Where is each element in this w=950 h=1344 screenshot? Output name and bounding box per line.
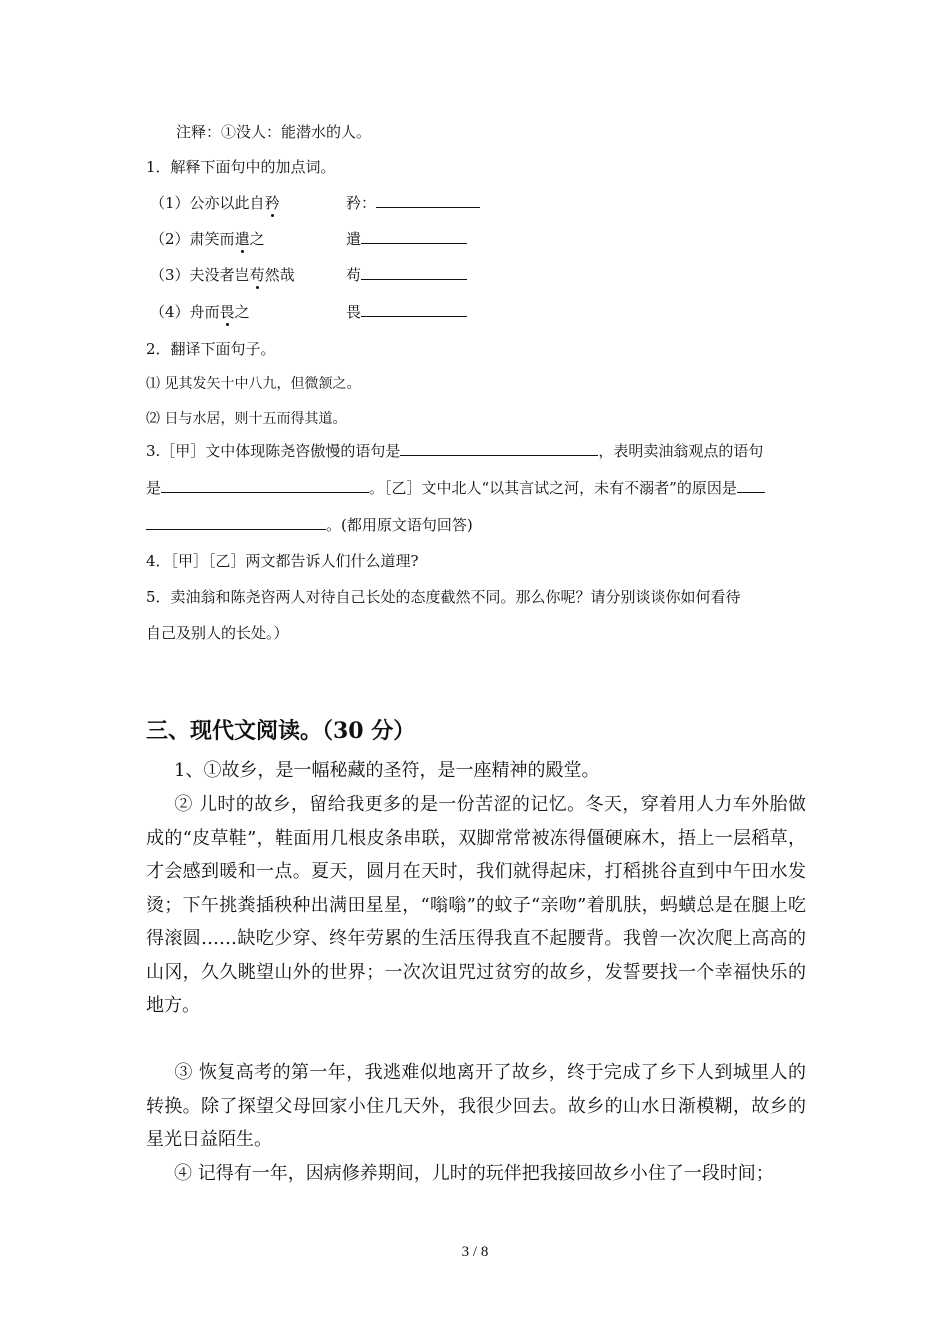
- passage-paragraph-1: [146, 754, 806, 788]
- question-2-sentence-1: ⑴ 见其发矢十中八九，但微颔之。: [146, 376, 361, 392]
- dotted-word: 遣: [234, 230, 250, 248]
- answer-blank[interactable]: [361, 265, 467, 280]
- answer-blank[interactable]: [376, 193, 480, 208]
- passage-paragraph-3: [146, 1056, 806, 1157]
- answer-blank[interactable]: [146, 515, 326, 530]
- item-text: 舟而: [189, 303, 220, 321]
- answer-label: 遣: [346, 230, 362, 248]
- question-1-title: 1．解释下面句中的加点词。: [146, 158, 336, 176]
- paragraph-text: 1、①故乡，是一幅秘藏的圣符，是一座精神的殿堂。: [174, 760, 600, 781]
- answer-label: 畏: [346, 303, 362, 321]
- annotation-note: 注释：①没人：能潜水的人。: [176, 123, 372, 141]
- answer-blank[interactable]: [361, 302, 467, 317]
- item-number: （1）: [150, 194, 190, 212]
- question-3-text: 。［乙］文中北人“以其言试之河，未有不溺者”的原因是: [369, 479, 737, 497]
- item-text: 之: [234, 303, 250, 321]
- item-text: 公亦以此自: [189, 194, 265, 212]
- paragraph-text: ④ 记得有一年，因病修养期间，儿时的玩伴把我接回故乡小住了一段时间；: [174, 1163, 774, 1184]
- question-5-line-1: 5．卖油翁和陈尧咨两人对待自己长处的态度截然不同。那么你呢？请分别谈谈你如何看待: [146, 588, 741, 606]
- item-text: 肃笑而: [189, 230, 235, 248]
- question-3-line-3: [146, 515, 473, 535]
- dotted-word: 畏: [219, 303, 235, 321]
- question-3-text: 。(都用原文语句回答): [326, 516, 473, 534]
- answer-field: [346, 265, 467, 285]
- page-number: 3 / 8: [461, 1244, 489, 1260]
- item-number: （3）: [150, 266, 190, 284]
- question-3-line-1: [146, 441, 763, 461]
- item-number: （2）: [150, 230, 190, 248]
- paragraph-text: ② 儿时的故乡，留给我更多的是一份苦涩的记忆。冬天，穿着用人力车外胎做成的“皮草鞋”，鞋面用几根皮条串联，双脚常常被冻得僵硬麻木，捂上一层稻草，才会感到暖和一点。夏天，圆月在天时，我们就得起床，打稻挑谷直到中午田水发烫；下午挑粪插秧种出满田星星，“嗡嗡”的蚊子“亲吻”着肌肤，蚂蟥总是在腿上吃得滚圆……缺吃少穿、终年劳累的生活压得我直不起腰背。我曾一次次爬上高高的山冈，久久眺望山外的世界；一次次诅咒过贫穷的故乡，发誓要找一个幸福快乐的地方。: [146, 794, 806, 1016]
- question-1-item: [150, 229, 265, 249]
- dotted-word: 苟: [249, 266, 265, 284]
- answer-field: [346, 193, 480, 213]
- passage-paragraph-4: [146, 1157, 806, 1191]
- answer-blank[interactable]: [161, 478, 369, 493]
- question-3-text: ，表明卖油翁观点的语句: [598, 442, 764, 460]
- answer-field: [346, 229, 467, 249]
- question-2-sentence-2: ⑵ 日与水居，则十五而得其道。: [146, 411, 347, 427]
- passage-paragraph-2: [146, 788, 806, 1023]
- answer-field: [346, 302, 467, 322]
- answer-blank[interactable]: [400, 441, 598, 456]
- item-text: 然哉: [264, 266, 295, 284]
- question-1-item: [150, 265, 295, 285]
- question-5-line-2: 自己及别人的长处。）: [146, 624, 289, 642]
- answer-blank[interactable]: [361, 229, 467, 244]
- question-1-item: [150, 193, 280, 213]
- question-3-text: 3.［甲］文中体现陈尧咨傲慢的语句是: [146, 442, 401, 460]
- section-3-heading: 三、现代文阅读。（30 分）: [146, 718, 416, 744]
- question-3-line-2: [146, 478, 765, 498]
- item-text: 夫没者岂: [189, 266, 250, 284]
- paragraph-text: ③ 恢复高考的第一年，我逃难似地离开了故乡，终于完成了乡下人到城里人的转换。除了探望父母回家小住几天外，我很少回去。故乡的山水日渐模糊，故乡的星光日益陌生。: [146, 1062, 806, 1150]
- item-text: 之: [249, 230, 265, 248]
- question-4: 4．［甲］［乙］两文都告诉人们什么道理?: [146, 552, 419, 570]
- item-number: （4）: [150, 303, 190, 321]
- answer-label: 矜：: [346, 194, 377, 212]
- answer-label: 苟: [346, 266, 362, 284]
- question-3-text: 是: [146, 479, 162, 497]
- dotted-word: 矜: [264, 194, 280, 212]
- question-1-item: [150, 302, 250, 322]
- question-2-title: 2．翻译下面句子。: [146, 340, 276, 358]
- answer-blank[interactable]: [737, 478, 765, 493]
